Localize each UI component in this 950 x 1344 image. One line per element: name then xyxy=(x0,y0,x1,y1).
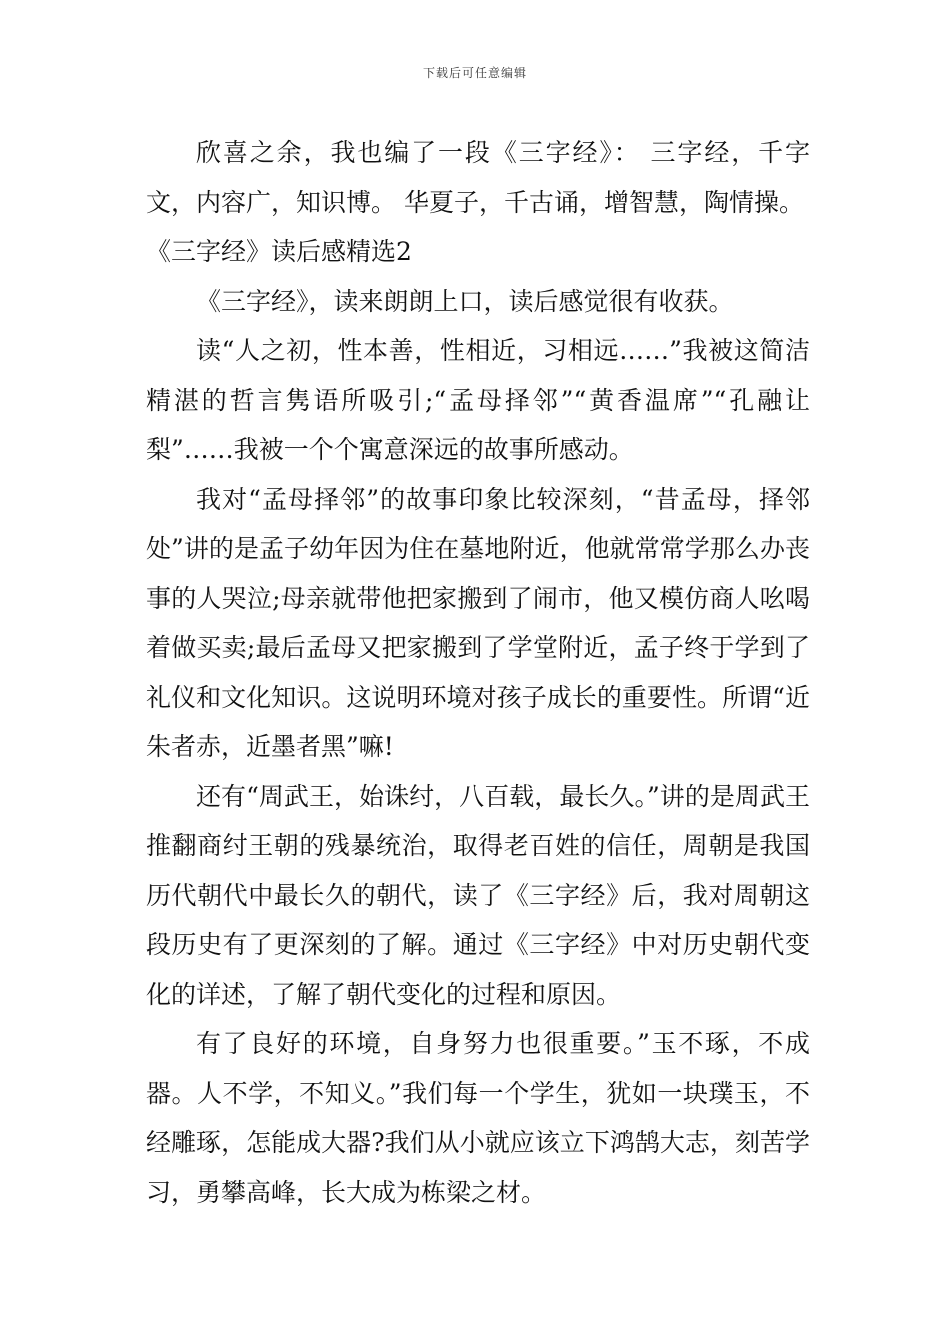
section-title: 《三字经》读后感精选2 xyxy=(146,237,412,266)
paragraph-6: 有了良好的环境，自身努力也很重要。”玉不琢，不成器。人不学，不知义。”我们每一个学生，犹如一块璞玉，不经雕琢，怎能成大器?我们从小就应该立下鸿鹄大志，刻苦学习，勇攀高峰，长大成为栋梁之材。 xyxy=(146,1029,810,1207)
paragraph-3: 读“人之初，性本善，性相近，习相远……”我被这简洁精湛的哲言隽语所吸引;“孟母择邻”“黄香温席”“孔融让梨”……我被一个个寓意深远的故事所感动。 xyxy=(146,336,810,464)
paragraph-1: 欣喜之余，我也编了一段《三字经》： 三字经，千字文，内容广，知识博。 华夏子，千古诵，增智慧，陶情操。 xyxy=(146,138,810,217)
page-header: 下载后可任意编辑 xyxy=(422,66,527,80)
document-body xyxy=(146,128,810,1217)
paragraph-5: 还有“周武王，始诛纣，八百载，最长久。”讲的是周武王推翻商纣王朝的残暴统治，取得老百姓的信任，周朝是我国历代朝代中最长久的朝代，读了《三字经》后，我对周朝这段历史有了更深刻的了解。通过《三字经》中对历史朝代变化的详述，了解了朝代变化的过程和原因。 xyxy=(146,781,810,1009)
paragraph-4: 我对“孟母择邻”的故事印象比较深刻，“昔孟母，择邻处”讲的是孟子幼年因为住在墓地附近，他就常常学那么办丧事的人哭泣;母亲就带他把家搬到了闹市，他又模仿商人吆喝着做买卖;最后孟母又把家搬到了学堂附近，孟子终于学到了礼仪和文化知识。这说明环境对孩子成长的重要性。所谓“近朱者赤，近墨者黑”嘛! xyxy=(146,484,810,761)
paragraph-2: 《三字经》，读来朗朗上口，读后感觉很有收获。 xyxy=(196,286,734,316)
